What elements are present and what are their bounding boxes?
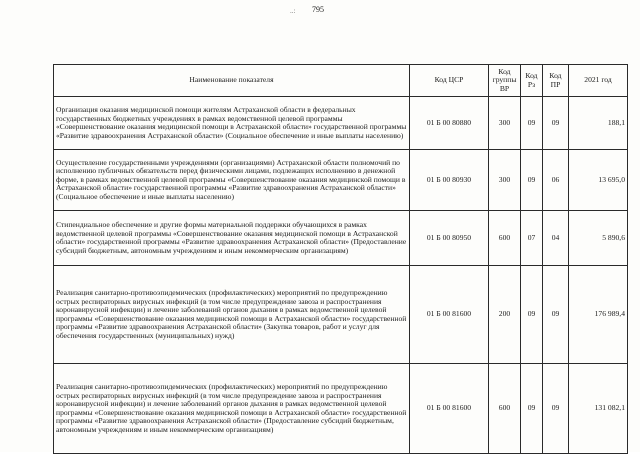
row-amount: 188,1 (569, 97, 628, 150)
table-header-row (54, 65, 628, 97)
header-pr: Код ПР (543, 65, 569, 97)
row-amount: 13 695,0 (569, 150, 628, 211)
row-vr: 300 (489, 97, 521, 150)
row-csr: 01 Б 00 80950 (410, 211, 489, 266)
table-row (54, 266, 628, 364)
row-amount: 176 989,4 (569, 266, 628, 364)
row-vr: 300 (489, 150, 521, 211)
row-pr: 09 (543, 97, 569, 150)
table-row (54, 364, 628, 454)
table-row (54, 211, 628, 266)
row-rz: 09 (521, 97, 543, 150)
row-name: Реализация санитарно-противоэпидемических (профилактических) мероприятий по предупреждению острых респираторных вирусных инфекций (в том числе предупреждение завоза и распространения коронавирусной инфекции) и лечение заболеваний органов дыхания в рамках ведомственной целевой программы «Совершенствование оказания медицинской помощи в Астраханской области» государственной программы «Развитие здравоохранения Астраханской области» (Предоставление субсидий бюджетным, автономным учреждениям и иным некоммерческим организациям) (54, 364, 410, 454)
row-vr: 600 (489, 211, 521, 266)
row-amount: 5 890,6 (569, 211, 628, 266)
row-csr: 01 Б 00 80880 (410, 97, 489, 150)
row-pr: 04 (543, 211, 569, 266)
header-year: 2021 год (569, 65, 628, 97)
row-name: Стипендиальное обеспечение и другие формы материальной поддержки обучающихся в рамках ведомственной целевой программы «Совершенствование оказания медицинской помощи в Астраханской области» государственной программы «Развитие здравоохранения Астраханской области» (Предоставление субсидий бюджетным, автономным учреждениям и иным некоммерческим организациям) (54, 211, 410, 266)
row-pr: 09 (543, 266, 569, 364)
row-vr: 600 (489, 364, 521, 454)
row-pr: 09 (543, 364, 569, 454)
header-rz: Код Рз (521, 65, 543, 97)
row-pr: 06 (543, 150, 569, 211)
table-row (54, 150, 628, 211)
row-rz: 07 (521, 211, 543, 266)
header-name: Наименование показателя (54, 65, 410, 97)
header-csr: Код ЦСР (410, 65, 489, 97)
row-rz: 09 (521, 266, 543, 364)
row-name: Организация оказания медицинской помощи жителям Астраханской области в федеральных государственных бюджетных учреждениях в рамках ведомственной целевой программы «Совершенствование оказания медицинской помощи в Астраханской области» государственной программы «Развитие здравоохранения Астраханской области» (Социальное обеспечение и иные выплаты населению) (54, 97, 410, 150)
header-vr: Код группы ВР (489, 65, 521, 97)
row-csr: 01 Б 00 81600 (410, 266, 489, 364)
page-number: 795 (312, 5, 324, 14)
table-row (54, 97, 628, 150)
row-name: Реализация санитарно-противоэпидемических (профилактических) мероприятий по предупреждению острых респираторных вирусных инфекций (в том числе предупреждение завоза и распространения коронавирусной инфекции) и лечение заболеваний органов дыхания в рамках ведомственной целевой программы «Совершенствование оказания медицинской помощи в Астраханской области» государственной программы «Развитие здравоохранения Астраханской области» (Закупка товаров, работ и услуг для обеспечения государственных (муниципальных) нужд) (54, 266, 410, 364)
row-name: Осуществление государственными учреждениями (организациями) Астраханской области полномочий по исполнению публичных обязательств перед физическими лицами, подлежащих исполнению в денежной форме, в рамках ведомственной целевой программы «Совершенствование оказания медицинской помощи в Астраханской области» государственной программы «Развитие здравоохранения Астраханской области» (Социальное обеспечение и иные выплаты населению) (54, 150, 410, 211)
row-csr: 01 Б 00 81600 (410, 364, 489, 454)
row-csr: 01 Б 00 80930 (410, 150, 489, 211)
budget-table (53, 64, 628, 454)
row-vr: 200 (489, 266, 521, 364)
row-amount: 131 082,1 (569, 364, 628, 454)
stray-mark: ..: (290, 7, 296, 15)
row-rz: 09 (521, 150, 543, 211)
row-rz: 09 (521, 364, 543, 454)
